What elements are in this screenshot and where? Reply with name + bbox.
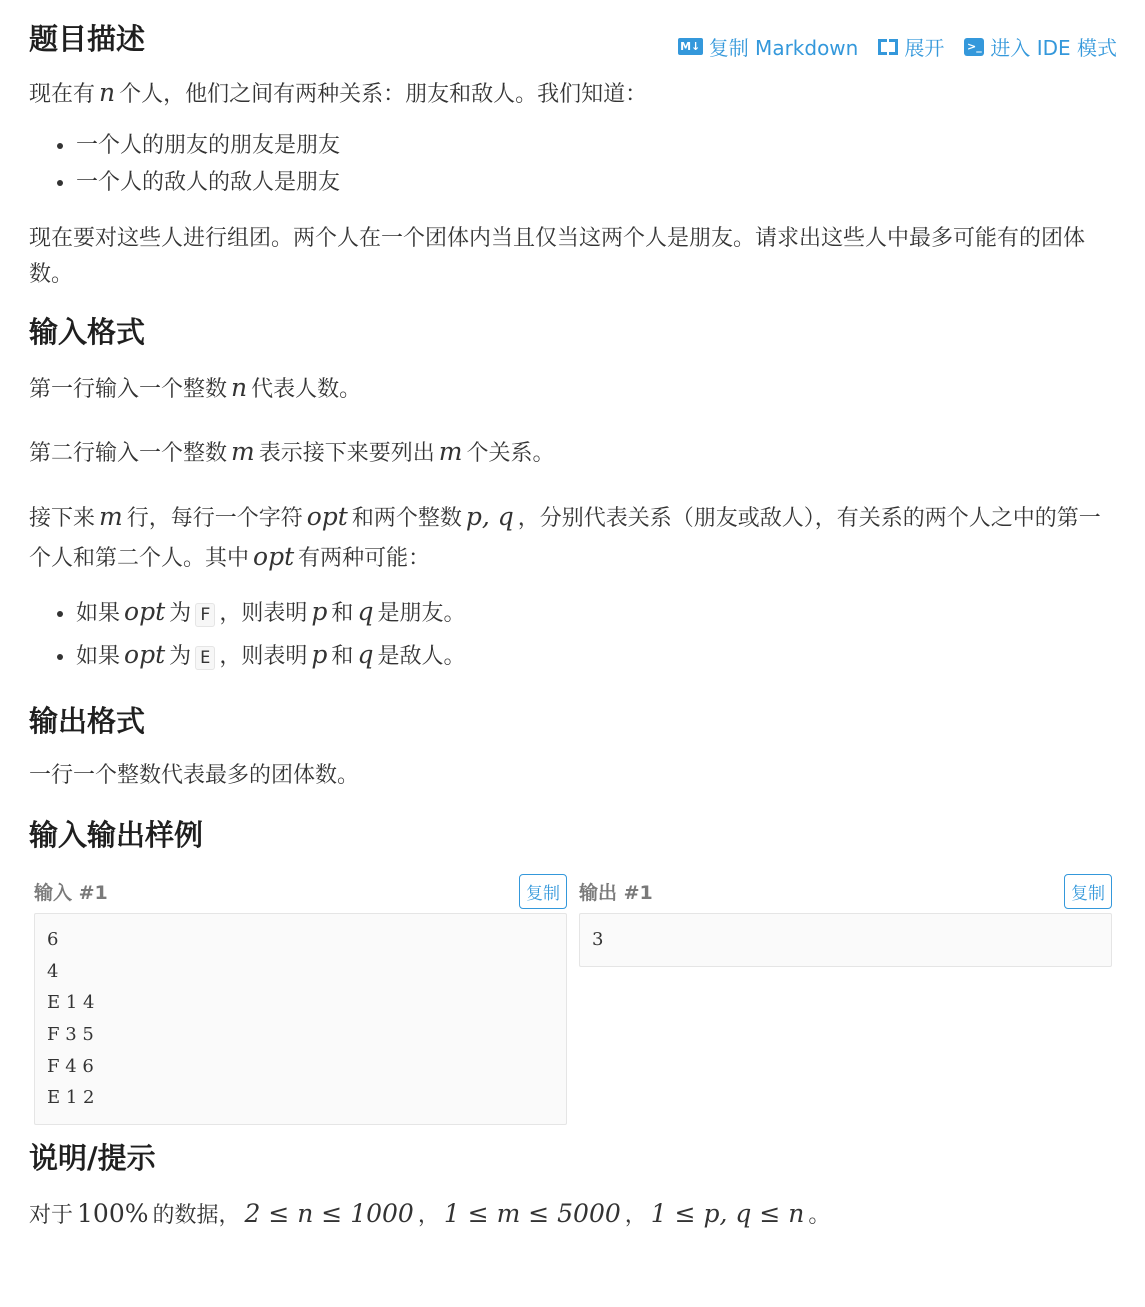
- list-item: • 一个人的敌人的敌人是朋友: [76, 164, 1117, 201]
- var-n: n: [99, 77, 116, 107]
- opt-cases-list: [29, 592, 1117, 678]
- hint-text-part: ，: [417, 1202, 440, 1228]
- input-line-1: [29, 370, 1117, 408]
- var-opt: opt: [306, 501, 348, 531]
- ide-mode-button[interactable]: [964, 32, 1117, 61]
- expand-button[interactable]: [878, 32, 944, 61]
- case-text: 为: [169, 600, 192, 626]
- intro-text-2: 个人，他们之间有两种关系：朋友和敌人。我们知道：: [119, 81, 648, 107]
- sample-output-header: [579, 871, 1112, 911]
- input-text: ，分别代表关系（朋友或敌人），有关系的两个人之中的第一个人和第二个人。其中: [29, 505, 1101, 571]
- var-q: q: [357, 596, 374, 626]
- input-text: 代表人数。: [251, 376, 362, 402]
- sample-output-title: 输出 #1: [579, 881, 653, 904]
- var-n: n: [231, 372, 248, 402]
- var-opt: opt: [124, 596, 166, 626]
- sample-input-header: [34, 871, 567, 911]
- terminal-icon: >_: [964, 38, 984, 56]
- copy-markdown-label: 复制 Markdown: [708, 36, 859, 60]
- input-text: 个关系。: [466, 440, 555, 466]
- description-intro: [29, 75, 1117, 113]
- copy-markdown-button[interactable]: [678, 32, 859, 61]
- var-pq: p, q: [465, 501, 514, 531]
- toolbar: [678, 32, 1117, 61]
- case-text: 是朋友。: [377, 600, 466, 626]
- output-format-text: 一行一个整数代表最多的团体数。: [29, 763, 360, 789]
- input-format-heading: 输入格式: [29, 314, 146, 349]
- hint-heading: 说明/提示: [29, 1140, 156, 1175]
- list-item: [76, 635, 1117, 678]
- markdown-icon: M↓: [678, 38, 703, 55]
- sample-input-title: 输入 #1: [34, 881, 108, 904]
- var-p: p: [311, 596, 328, 626]
- input-text: 第一行输入一个整数: [29, 376, 228, 402]
- case-text: 如果: [76, 643, 121, 669]
- var-m: m: [438, 436, 463, 466]
- expand-label: 展开: [904, 36, 945, 60]
- case-text: 和: [331, 643, 354, 669]
- range-n: 2 ≤ n ≤ 1000: [244, 1198, 414, 1228]
- friend-rules-list: [29, 127, 1117, 201]
- range-m: 1 ≤ m ≤ 5000: [443, 1198, 621, 1228]
- list-item: [76, 592, 1117, 635]
- copy-output-button[interactable]: 复制: [1064, 874, 1112, 909]
- var-p: p: [311, 639, 328, 669]
- var-q: q: [357, 639, 374, 669]
- sample-output: [579, 871, 1112, 1125]
- copy-input-button[interactable]: 复制: [519, 874, 567, 909]
- hint-text-part: 。: [808, 1202, 831, 1228]
- input-text: 有两种可能：: [298, 545, 431, 571]
- input-text: 表示接下来要列出: [258, 440, 435, 466]
- sample-output-box[interactable]: 3: [579, 913, 1112, 967]
- input-text: 第二行输入一个整数: [29, 440, 228, 466]
- hint-text: [29, 1196, 1117, 1234]
- sample-input-box[interactable]: 6 4 E 1 4 F 3 5 F 4 6 E 1 2: [34, 913, 567, 1125]
- sample-input: [34, 871, 567, 1125]
- case-text: ，则表明: [219, 600, 308, 626]
- input-line-2: [29, 434, 1117, 472]
- expand-icon: [878, 39, 898, 55]
- hint-percent: 100%: [77, 1198, 149, 1228]
- code-F: F: [195, 603, 215, 627]
- var-opt: opt: [124, 639, 166, 669]
- case-text: 为: [169, 643, 192, 669]
- var-m: m: [231, 436, 255, 466]
- intro-text: 现在有: [29, 81, 96, 107]
- input-text: 接下来: [29, 505, 96, 531]
- samples-container: [34, 871, 1117, 1125]
- case-text: ，则表明: [219, 643, 308, 669]
- code-E: E: [195, 646, 215, 670]
- ide-mode-label: 进入 IDE 模式: [990, 36, 1117, 60]
- case-text: 和: [331, 600, 354, 626]
- description-task: 现在要对这些人进行组团。两个人在一个团体内当且仅当这两个人是朋友。请求出这些人中最多可能有的团体数。: [29, 225, 1086, 287]
- output-format-heading: 输出格式: [29, 703, 146, 738]
- var-m: m: [99, 501, 123, 531]
- input-line-3: [29, 498, 1117, 578]
- case-text: 是敌人。: [377, 643, 466, 669]
- input-text: 行，每行一个字符: [126, 505, 303, 531]
- case-text: 如果: [76, 600, 121, 626]
- hint-text-part: 对于: [29, 1202, 74, 1228]
- list-item: • 一个人的朋友的朋友是朋友: [76, 127, 1117, 164]
- input-text: 和两个整数: [351, 505, 462, 531]
- hint-text-part: ，: [624, 1202, 647, 1228]
- problem-statement: [29, 22, 1117, 1234]
- hint-text-part: 的数据，: [152, 1202, 241, 1228]
- description-heading: 题目描述: [29, 22, 146, 56]
- samples-heading: 输入输出样例: [29, 818, 204, 853]
- var-opt: opt: [253, 541, 295, 571]
- range-pq: 1 ≤ p, q ≤ n: [650, 1198, 805, 1228]
